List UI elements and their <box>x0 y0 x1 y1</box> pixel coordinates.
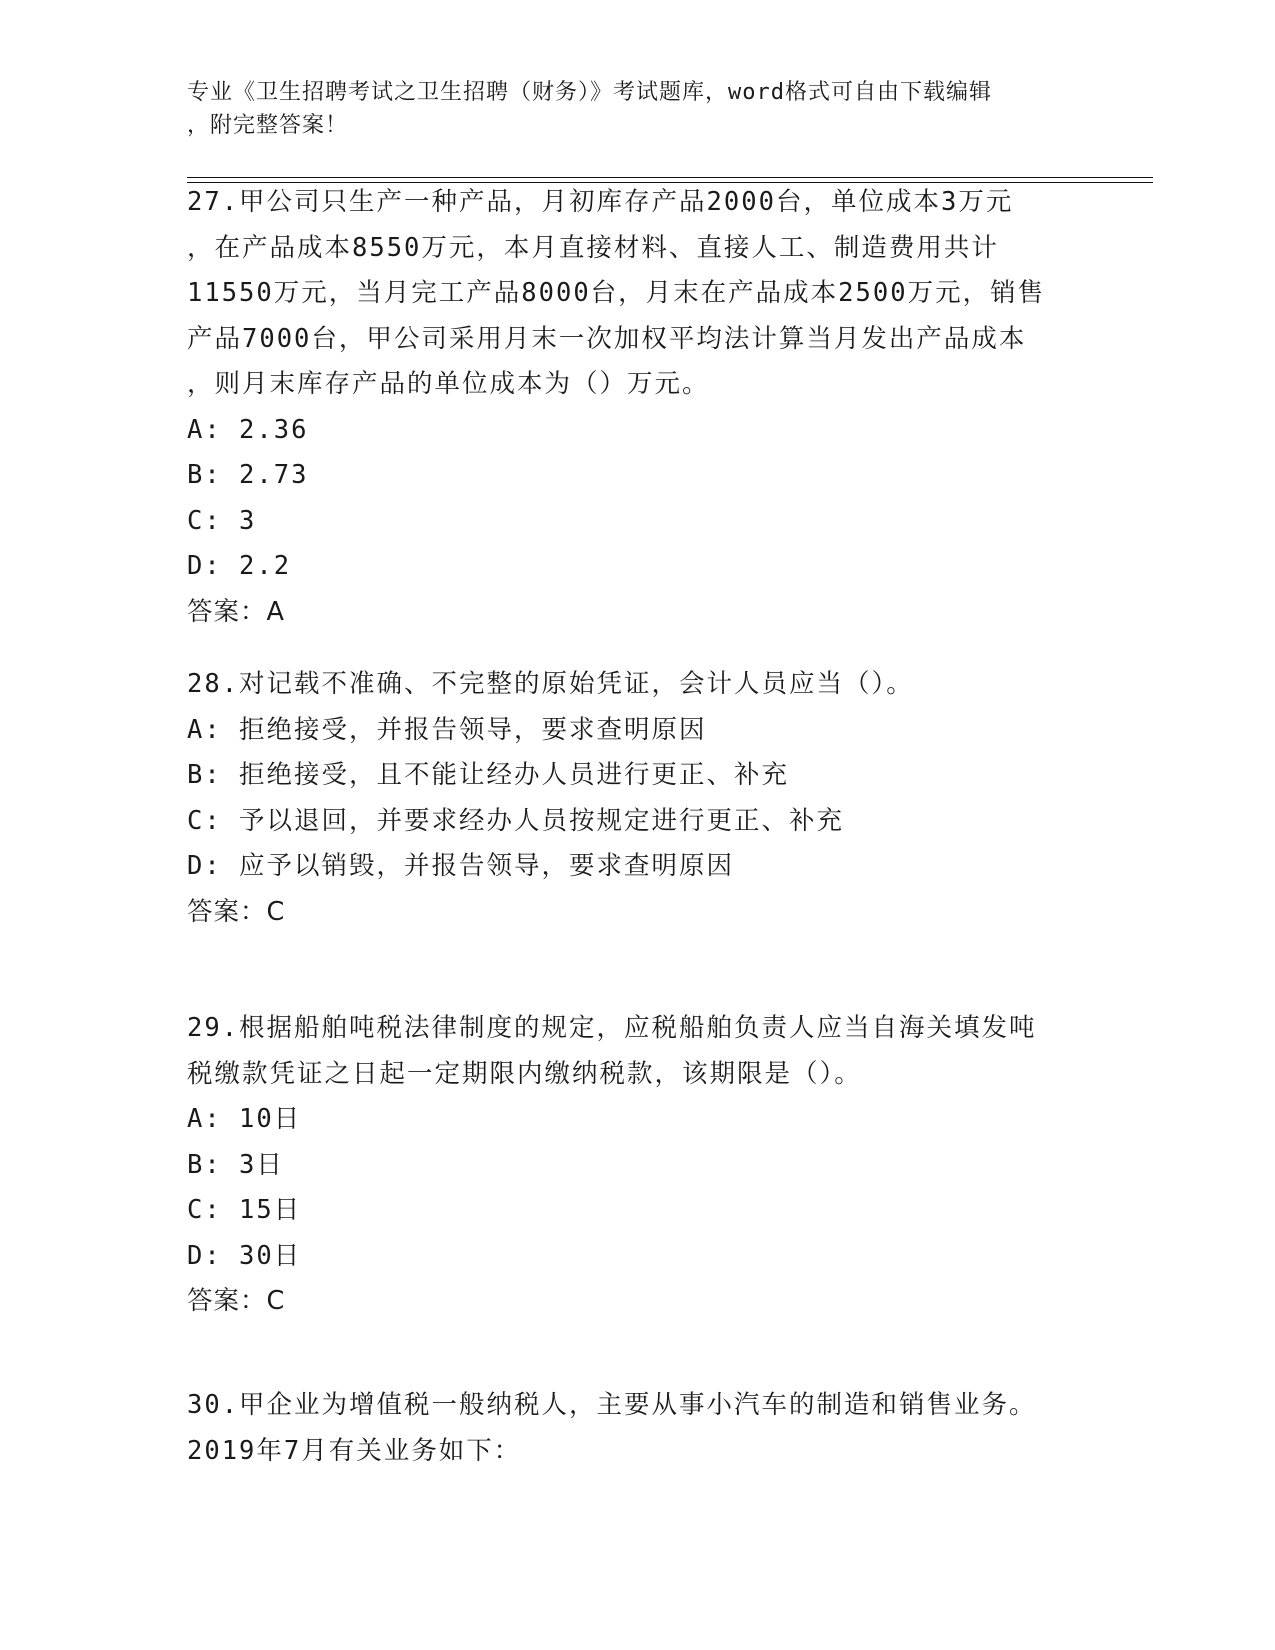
header-line-1: 专业《卫生招聘考试之卫生招聘（财务）》考试题库，word格式可自由下载编辑 <box>187 80 992 105</box>
answer-label: 答案：C <box>187 1286 286 1316</box>
option-a: A: 拒绝接受，并报告领导，要求查明原因 <box>187 714 707 745</box>
question-28 <box>187 662 1087 935</box>
question-text-line: 产品7000台，甲公司采用月末一次加权平均法计算当月发出产品成本 <box>187 323 1027 354</box>
question-text-line: 29.根据船舶吨税法律制度的规定，应税船舶负责人应当自海关填发吨 <box>187 1013 1037 1043</box>
option-b: B: 拒绝接受，且不能让经办人员进行更正、补充 <box>187 760 790 790</box>
header-line-2: ，附完整答案！ <box>187 113 349 138</box>
question-text-line: 30.甲企业为增值税一般纳税人，主要从事小汽车的制造和销售业务。 <box>187 1390 1037 1420</box>
question-text-line: 27.甲公司只生产一种产品，月初库存产品2000台，单位成本3万元 <box>187 187 1014 217</box>
option-b: B: 3日 <box>187 1149 284 1180</box>
option-a: A: 2.36 <box>187 414 309 445</box>
question-text-line: 税缴款凭证之日起一定期限内缴纳税款，该期限是（）。 <box>187 1058 862 1089</box>
option-d: D: 2.2 <box>187 551 292 581</box>
document-header <box>187 76 1067 142</box>
answer-label: 答案：A <box>187 596 285 627</box>
header-divider-top <box>187 177 1153 178</box>
answer-label: 答案：C <box>187 896 286 927</box>
question-text-line: 28.对记载不准确、不完整的原始凭证，会计人员应当（）。 <box>187 669 914 699</box>
question-30 <box>187 1383 1087 1474</box>
question-27 <box>187 180 1087 635</box>
question-text-line: ，则月末库存产品的单位成本为（）万元。 <box>187 369 710 399</box>
question-text-line: 2019年7月有关业务如下： <box>187 1435 522 1466</box>
option-c: C: 3 <box>187 505 257 536</box>
option-c: C: 予以退回，并要求经办人员按规定进行更正、补充 <box>187 805 845 836</box>
question-29 <box>187 1006 1087 1325</box>
option-b: B: 2.73 <box>187 460 309 490</box>
option-c: C: 15日 <box>187 1195 302 1225</box>
option-a: A: 10日 <box>187 1104 302 1134</box>
question-text-line: 11550万元，当月完工产品8000台，月末在产品成本2500万元，销售 <box>187 278 1046 308</box>
option-d: D: 应予以销毁，并报告领导，要求查明原因 <box>187 851 735 881</box>
question-text-line: ，在产品成本8550万元，本月直接材料、直接人工、制造费用共计 <box>187 232 999 263</box>
option-d: D: 30日 <box>187 1240 302 1271</box>
